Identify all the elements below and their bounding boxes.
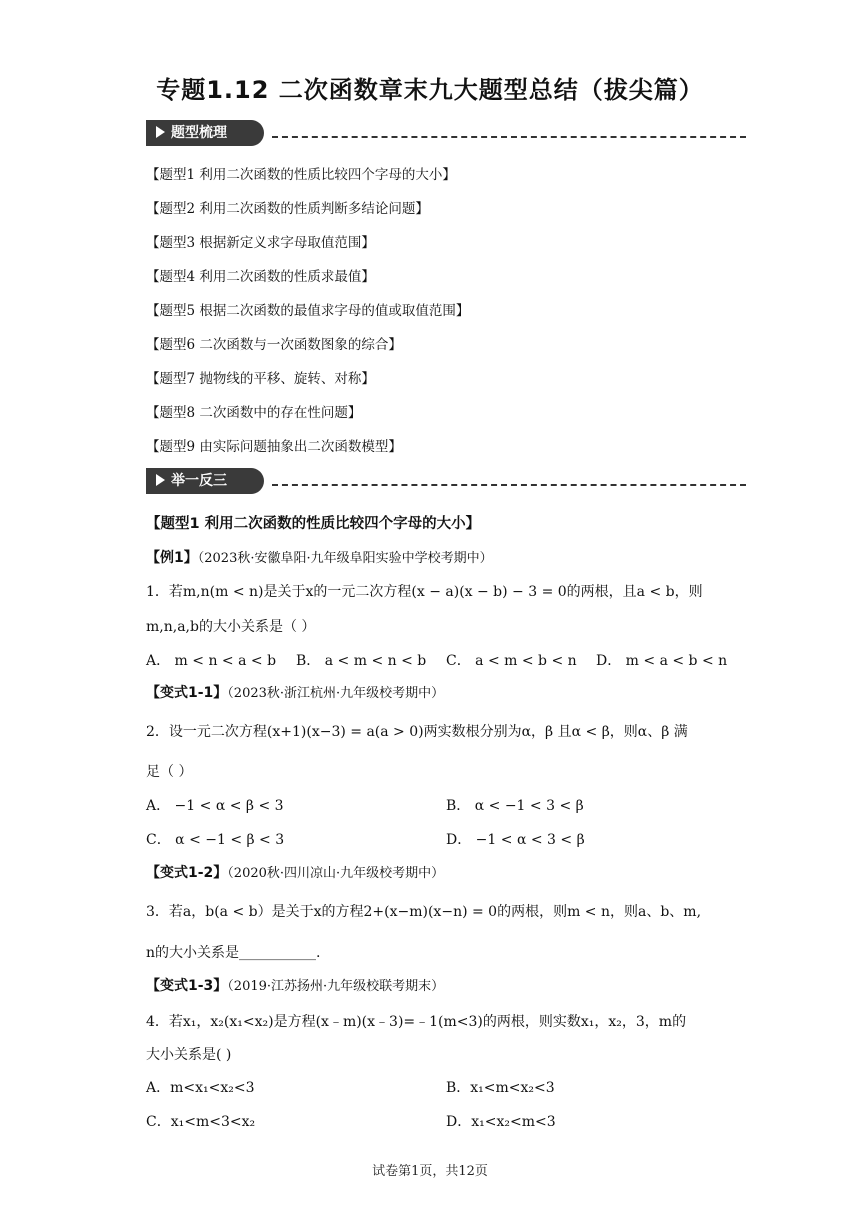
example-source: （2023秋·浙江杭州·九年级校考期中）: [227, 686, 445, 701]
banner-label: 题型梳理: [171, 125, 227, 141]
option-c: C．x₁<m<3<x₂: [146, 1114, 256, 1130]
option-a: A． m < n < a < b: [146, 653, 277, 669]
question-text: 4．若x₁，x₂(x₁<x₂)是方程(x﹣m)(x﹣3)=﹣1(m<3)的两根，则实数x₁，x₂，3，m的: [146, 1014, 687, 1030]
banner-tag: [146, 120, 264, 146]
example-label: 【例1】: [146, 550, 198, 566]
section-banner-toc: [146, 120, 746, 146]
question-text: 大小关系是( ): [146, 1047, 232, 1063]
option-b: B． α < −1 < 3 < β: [446, 798, 584, 814]
example-label: 【变式1-3】: [146, 978, 228, 994]
option-d: D．x₁<x₂<m<3: [446, 1114, 556, 1130]
toc-item: 【题型5 根据二次函数的最值求字母的值或取值范围】: [146, 303, 470, 319]
option-b: B．x₁<m<x₂<3: [446, 1080, 555, 1096]
dashed-divider: [272, 484, 746, 486]
example-source: （2020秋·四川凉山·九年级校考期中）: [227, 866, 445, 881]
option-d: D． −1 < α < 3 < β: [446, 832, 585, 848]
page-footer: 试卷第1页，共12页: [372, 1164, 488, 1179]
toc-item: 【题型1 利用二次函数的性质比较四个字母的大小】: [146, 167, 456, 183]
example-label: 【变式1-1】: [146, 685, 228, 701]
question-text: 1．若m,n(m < n)是关于x的一元二次方程(x − a)(x − b) − 3 = 0的两根，且a < b，则: [146, 584, 703, 600]
toc-item: 【题型9 由实际问题抽象出二次函数模型】: [146, 439, 402, 455]
section-heading: 【题型1 利用二次函数的性质比较四个字母的大小】: [146, 516, 481, 532]
option-c: C． α < −1 < β < 3: [146, 832, 285, 848]
toc-item: 【题型7 抛物线的平移、旋转、对称】: [146, 371, 375, 387]
example-header: [146, 682, 444, 702]
question-text: 3．若a，b(a < b）是关于x的方程2+(x−m)(x−n) = 0的两根，则m < n，则a、b、m,: [146, 904, 702, 920]
option-a: A． −1 < α < β < 3: [146, 798, 284, 814]
page-title: 专题1.12 二次函数章末九大题型总结（拔尖篇）: [156, 76, 704, 104]
option-b: B． a < m < n < b: [296, 653, 427, 669]
example-header: [146, 547, 493, 567]
question-text: 足（ ）: [146, 764, 193, 780]
play-icon: [156, 474, 165, 486]
question-text: n的大小关系是___________.: [146, 945, 321, 961]
option-d: D． m < a < b < n: [596, 653, 728, 669]
option-c: C． a < m < b < n: [446, 653, 577, 669]
question-text: 2．设一元二次方程(x+1)(x−3) = a(a > 0)两实数根分别为α，β 且α < β，则α、β 满: [146, 724, 688, 740]
toc-item: 【题型6 二次函数与一次函数图象的综合】: [146, 337, 402, 353]
dashed-divider: [272, 136, 746, 138]
section-banner-practice: [146, 468, 746, 494]
banner-label: 举一反三: [171, 473, 227, 489]
example-header: [146, 862, 444, 882]
toc-item: 【题型3 根据新定义求字母取值范围】: [146, 235, 375, 251]
example-source: （2019·江苏扬州·九年级校联考期末）: [227, 979, 445, 994]
example-label: 【变式1-2】: [146, 865, 228, 881]
example-header: [146, 975, 444, 995]
option-a: A．m<x₁<x₂<3: [146, 1080, 255, 1096]
banner-tag: [146, 468, 264, 494]
toc-item: 【题型4 利用二次函数的性质求最值】: [146, 269, 375, 285]
question-text: m,n,a,b的大小关系是（ ）: [146, 619, 316, 635]
toc-item: 【题型8 二次函数中的存在性问题】: [146, 405, 362, 421]
toc-item: 【题型2 利用二次函数的性质判断多结论问题】: [146, 201, 429, 217]
example-source: （2023秋·安徽阜阳·九年级阜阳实验中学校考期中）: [197, 551, 493, 566]
play-icon: [156, 126, 165, 138]
